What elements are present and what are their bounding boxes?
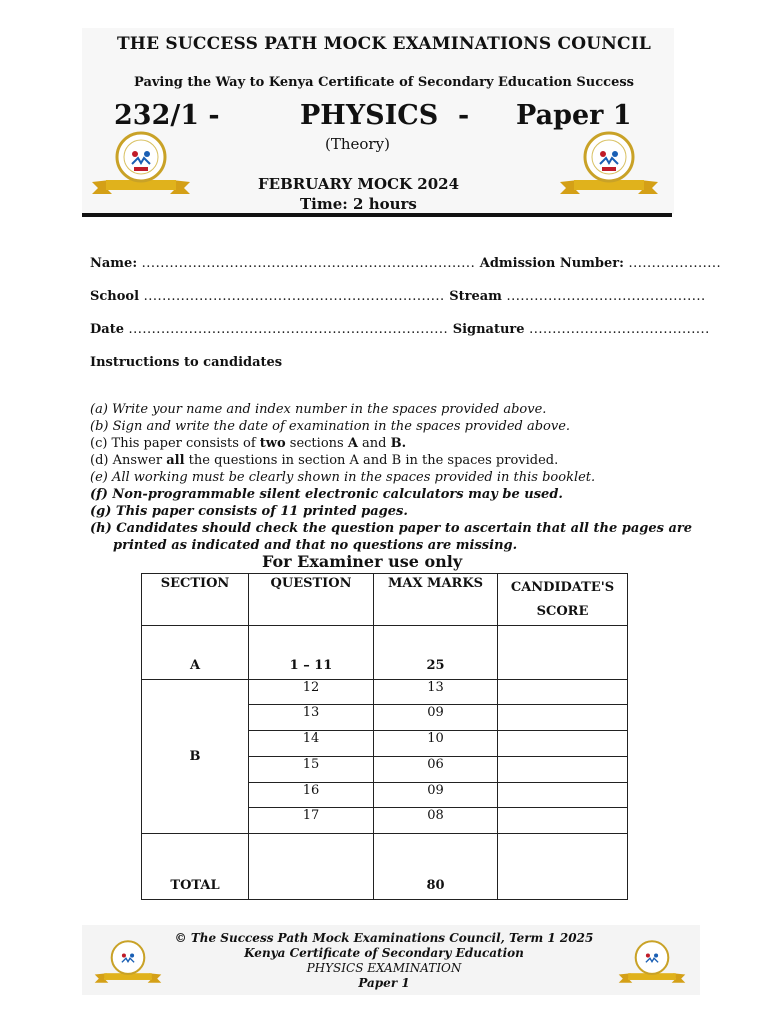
instruction-b: (b) Sign and write the date of examination in the spaces provided above. <box>90 419 571 434</box>
section-a-questions: 1 – 11 <box>249 626 374 680</box>
name-field-row <box>90 256 721 271</box>
table-header-row <box>142 574 628 626</box>
total-max-marks: 80 <box>374 834 498 900</box>
total-question-cell <box>249 834 374 900</box>
council-tagline: Paving the Way to Kenya Certificate of Secondary Education Success <box>134 75 634 90</box>
question-number: 15 <box>249 757 374 783</box>
table-row <box>142 626 628 680</box>
instruction-f: (f) Non-programmable silent electronic calculators may be used. <box>90 487 563 502</box>
instruction-h: (h) Candidates should check the question paper to ascertain that all the pages are <box>90 521 692 536</box>
instruction-d <box>90 452 558 469</box>
question-number: 17 <box>249 808 374 834</box>
section-a-marks: 25 <box>374 626 498 680</box>
footer-copyright: © The Success Path Mock Examinations Council, Term 1 2025 <box>174 931 594 945</box>
question-number: 12 <box>249 680 374 705</box>
footer-exam-name: PHYSICS EXAMINATION <box>306 961 462 975</box>
header-max-marks: MAX MARKS <box>374 574 498 626</box>
max-marks: 06 <box>374 757 498 783</box>
school-label: School <box>90 289 140 304</box>
signature-label: Signature <box>452 322 525 337</box>
paper-subtitle: (Theory) <box>325 135 390 153</box>
footer-certificate: Kenya Certificate of Secondary Education <box>244 946 524 960</box>
footer-paper: Paper 1 <box>358 976 410 990</box>
instruction-c-and: and <box>357 436 391 451</box>
score-input[interactable] <box>498 705 628 731</box>
council-title: THE SUCCESS PATH MOCK EXAMINATIONS COUNCIL <box>116 34 652 54</box>
admission-label: Admission Number: <box>479 256 624 271</box>
score-input[interactable] <box>498 680 628 705</box>
council-logo-right-icon <box>556 130 662 200</box>
score-input[interactable] <box>498 783 628 808</box>
instruction-d-rest: the questions in section A and B in the spaces provided. <box>184 453 559 468</box>
section-a-score-input[interactable] <box>498 626 628 680</box>
score-input[interactable] <box>498 731 628 757</box>
paper-number: Paper 1 <box>516 100 632 131</box>
exam-duration: Time: 2 hours <box>300 195 417 213</box>
stream-label: Stream <box>449 289 502 304</box>
paper-code: 232/1 - <box>114 100 220 131</box>
instructions-title: Instructions to candidates <box>90 355 283 370</box>
total-score-input[interactable] <box>498 834 628 900</box>
date-field[interactable]: ..................................................................... <box>128 322 449 337</box>
examiner-use-title: For Examiner use only <box>262 552 463 571</box>
exam-session: FEBRUARY MOCK 2024 <box>258 175 460 193</box>
instruction-c-two: two <box>259 436 286 451</box>
section-a-cell: A <box>142 626 249 680</box>
header-candidate-label: CANDIDATE'S <box>510 580 615 595</box>
question-number: 16 <box>249 783 374 808</box>
instruction-c <box>90 435 406 452</box>
instruction-e: (e) All working must be clearly shown in the spaces provided in this booklet. <box>90 470 596 485</box>
name-field[interactable]: ........................................................................ <box>141 256 476 271</box>
header-candidate-score <box>498 574 628 626</box>
table-row <box>142 680 628 705</box>
signature-field[interactable]: ....................................... <box>529 322 710 337</box>
header-divider <box>82 213 672 217</box>
subject-title: PHYSICS <box>300 100 439 131</box>
instruction-g: (g) This paper consists of 11 printed pages. <box>90 504 408 519</box>
instruction-c-section-b: B. <box>390 436 407 451</box>
header-score-label: SCORE <box>536 604 589 619</box>
max-marks: 13 <box>374 680 498 705</box>
instruction-c-text: (c) This paper consists of <box>90 436 260 451</box>
date-field-row <box>90 322 710 337</box>
score-input[interactable] <box>498 808 628 834</box>
instruction-d-all: all <box>166 453 185 468</box>
instruction-c-section-a: A <box>347 436 358 451</box>
title-dash: - <box>458 100 470 131</box>
table-total-row <box>142 834 628 900</box>
header-question: QUESTION <box>249 574 374 626</box>
max-marks: 10 <box>374 731 498 757</box>
score-input[interactable] <box>498 757 628 783</box>
instruction-a: (a) Write your name and index number in the spaces provided above. <box>90 402 547 417</box>
council-logo-left-icon <box>88 130 194 200</box>
section-b-cell: B <box>142 680 249 834</box>
question-number: 14 <box>249 731 374 757</box>
instruction-c-mid: sections <box>285 436 348 451</box>
max-marks: 09 <box>374 705 498 731</box>
instruction-h-continued: printed as indicated and that no questions are missing. <box>113 538 518 553</box>
school-field-row <box>90 289 706 304</box>
admission-field[interactable]: .................... <box>628 256 722 271</box>
school-field[interactable]: ................................................................. <box>143 289 445 304</box>
score-table <box>141 573 628 900</box>
date-label: Date <box>90 322 124 337</box>
question-number: 13 <box>249 705 374 731</box>
instruction-d-text: (d) Answer <box>90 453 167 468</box>
name-label: Name: <box>90 256 138 271</box>
max-marks: 09 <box>374 783 498 808</box>
stream-field[interactable]: ........................................... <box>506 289 706 304</box>
total-label: TOTAL <box>142 834 249 900</box>
header-section: SECTION <box>142 574 249 626</box>
max-marks: 08 <box>374 808 498 834</box>
